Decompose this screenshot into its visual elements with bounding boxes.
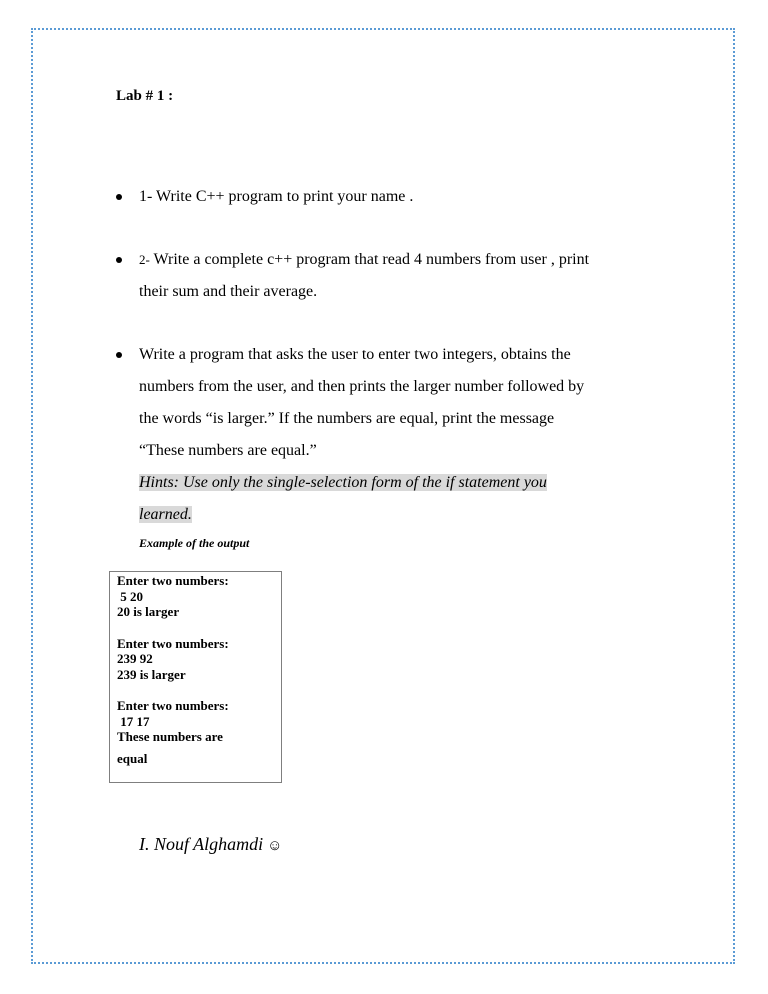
task-3-line: the words “is larger.” If the numbers are equal, print the message [139, 410, 555, 427]
task-2-description-line1: Write a complete c++ program that read 4 numbers from user , print [149, 251, 590, 268]
output-line: Enter two numbers: [117, 635, 229, 651]
output-line: 239 92 [117, 651, 153, 666]
hint-text: learned. [139, 506, 192, 523]
task-1-text [139, 181, 699, 213]
task-2-description-line2: their sum and their average. [139, 283, 318, 300]
signature-text: I. Nouf Alghamdi [139, 834, 264, 854]
hint-text: Hints: Use only the single-selection form of the if statement you [139, 474, 547, 491]
example-label: Example of the output [139, 536, 250, 550]
task-3-line: “These numbers are equal.” [139, 442, 317, 459]
smiley-icon: ☺ [267, 838, 283, 854]
task-2-text [139, 244, 699, 308]
example-output-box [109, 571, 282, 783]
hint-line [139, 499, 699, 531]
output-line: 20 is larger [117, 604, 180, 619]
output-line: 239 is larger [117, 666, 186, 682]
bullet-icon [116, 257, 122, 263]
output-line: Enter two numbers: [117, 698, 229, 713]
task-1-number: 1- [139, 188, 153, 205]
output-line: 5 20 [117, 588, 143, 604]
task-3-line: Write a program that asks the user to enter two integers, obtains the [139, 346, 571, 363]
task-1-description: Write C++ program to print your name . [152, 188, 414, 205]
bullet-icon [116, 352, 122, 358]
output-line: equal [117, 750, 148, 766]
output-line: Enter two numbers: [117, 573, 229, 588]
lab-title: Lab # 1 : [116, 88, 174, 104]
output-gap [117, 620, 281, 636]
task-2-number: 2- [139, 252, 150, 267]
output-line: These numbers are [117, 729, 223, 744]
bullet-icon [116, 194, 122, 200]
task-3-text [139, 339, 699, 531]
task-3-line: numbers from the user, and then prints the larger number followed by [139, 378, 585, 395]
hint-line [139, 467, 699, 499]
output-gap [117, 682, 281, 698]
output-line: 17 17 [117, 713, 150, 729]
signature [139, 832, 283, 858]
